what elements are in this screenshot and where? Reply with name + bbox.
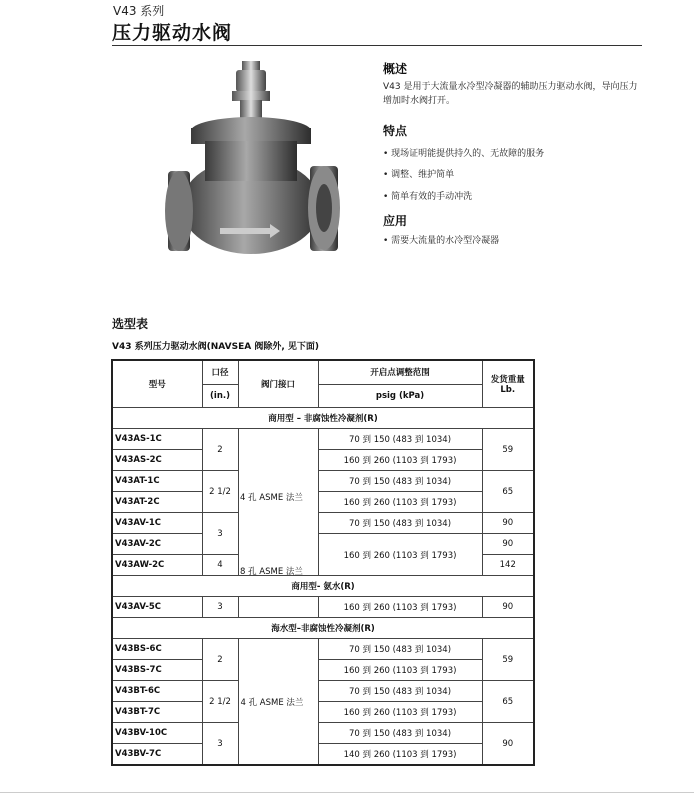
size-cell: 2 1/2 — [202, 681, 238, 723]
range-cell: 70 到 150 (483 到 1034) — [318, 471, 482, 492]
header-range: 开启点调整范围 — [370, 368, 430, 379]
range-cell: 70 到 150 (483 到 1034) — [318, 639, 482, 660]
header-connection: 阀门接口 — [260, 380, 295, 390]
range-cell: 160 到 260 (1103 到 1793) — [318, 534, 482, 576]
range-cell: 70 到 150 (483 到 1034) — [318, 513, 482, 534]
weight-cell: 65 — [482, 471, 534, 513]
valve-image — [160, 56, 350, 271]
group-label: 商用型- 氨水(R) — [112, 576, 534, 597]
model-cell: V43BV-10C — [112, 723, 202, 744]
group-row — [112, 618, 534, 639]
table-row — [112, 492, 534, 513]
footer-rule — [0, 792, 694, 793]
range-cell: 70 到 150 (483 到 1034) — [318, 723, 482, 744]
table-row — [112, 513, 534, 534]
range-cell: 160 到 260 (1103 到 1793) — [318, 660, 482, 681]
connection-label: 4 孔 ASME 法兰 — [240, 493, 303, 503]
application-item: • 需要大流量的水冷型冷凝器 — [383, 236, 500, 246]
range-cell: 160 到 260 (1103 到 1793) — [318, 702, 482, 723]
group-row — [112, 408, 534, 429]
feature-item: • 简单有效的手动冲洗 — [383, 192, 473, 202]
model-cell: V43AS-1C — [112, 429, 202, 450]
header-weight: 发货重量 — [490, 375, 525, 385]
model-cell: V43AT-2C — [112, 492, 202, 513]
range-cell: 140 到 260 (1103 到 1793) — [318, 744, 482, 766]
table-row — [112, 471, 534, 492]
model-cell: V43BS-7C — [112, 660, 202, 681]
connection-label: 8 孔 ASME 法兰 — [240, 567, 303, 577]
overview-heading: 概述 — [383, 62, 408, 76]
table-row — [112, 681, 534, 702]
model-cell: V43BT-7C — [112, 702, 202, 723]
weight-cell: 65 — [482, 681, 534, 723]
title-rule — [112, 45, 642, 46]
range-cell: 160 到 260 (1103 到 1793) — [318, 492, 482, 513]
weight-cell: 59 — [482, 639, 534, 681]
application-heading: 应用 — [383, 214, 408, 228]
group-row — [112, 576, 534, 597]
size-cell: 3 — [202, 723, 238, 766]
size-cell: 2 — [202, 429, 238, 471]
table-row — [112, 450, 534, 471]
weight-cell: 90 — [482, 534, 534, 555]
header-range-unit: psig (kPa) — [375, 390, 425, 401]
size-cell: 3 — [202, 513, 238, 555]
size-cell: 3 — [202, 597, 238, 618]
table-row — [112, 597, 534, 618]
header-weight-unit: Lb. — [500, 385, 516, 395]
size-cell: 2 1/2 — [202, 471, 238, 513]
table-row — [112, 744, 534, 766]
weight-cell: 142 — [482, 555, 534, 576]
selection-table — [111, 359, 535, 766]
range-cell: 70 到 150 (483 到 1034) — [318, 681, 482, 702]
feature-item: • 现场证明能提供持久的、无故障的服务 — [383, 149, 545, 159]
range-cell: 160 到 260 (1103 到 1793) — [318, 597, 482, 618]
header-size: 口径 — [211, 368, 229, 379]
size-cell: 2 — [202, 639, 238, 681]
header-model: 型号 — [148, 380, 166, 390]
table-row — [112, 534, 534, 555]
table-title: V43 系列压力驱动水阀(NAVSEA 阀除外, 见下面) — [112, 342, 319, 352]
model-cell: V43AV-1C — [112, 513, 202, 534]
model-cell: V43BS-6C — [112, 639, 202, 660]
model-cell: V43AV-5C — [112, 597, 202, 618]
size-cell: 4 — [202, 555, 238, 576]
table-header-row — [112, 360, 534, 384]
model-cell: V43BV-7C — [112, 744, 202, 766]
table-row — [112, 723, 534, 744]
table-row — [112, 702, 534, 723]
table-row — [112, 429, 534, 450]
connection-cell: 4 孔 ASME 法兰 — [238, 639, 318, 766]
series-label: V43 系列 — [113, 4, 165, 18]
weight-cell: 59 — [482, 429, 534, 471]
range-cell: 70 到 150 (483 到 1034) — [318, 429, 482, 450]
model-cell: V43AW-2C — [112, 555, 202, 576]
range-cell: 160 到 260 (1103 到 1793) — [318, 450, 482, 471]
weight-cell: 90 — [482, 513, 534, 534]
page-title: 压力驱动水阀 — [112, 22, 233, 44]
feature-item: • 调整、维护简单 — [383, 170, 455, 180]
weight-cell: 90 — [482, 723, 534, 766]
overview-text: V43 是用于大流量水冷型冷凝器的辅助压力驱动水阀，导向压力增加时水阀打开。 — [383, 82, 638, 106]
selection-heading: 选型表 — [112, 317, 149, 331]
table-row — [112, 660, 534, 681]
table-row — [112, 639, 534, 660]
model-cell: V43BT-6C — [112, 681, 202, 702]
header-size-unit: (in.) — [210, 390, 230, 401]
features-heading: 特点 — [383, 124, 408, 138]
model-cell: V43AT-1C — [112, 471, 202, 492]
connection-cell — [238, 597, 318, 618]
model-cell: V43AV-2C — [112, 534, 202, 555]
model-cell: V43AS-2C — [112, 450, 202, 471]
group-label: 商用型 – 非腐蚀性冷凝剂(R) — [112, 408, 534, 429]
group-label: 海水型–非腐蚀性冷凝剂(R) — [112, 618, 534, 639]
weight-cell: 90 — [482, 597, 534, 618]
